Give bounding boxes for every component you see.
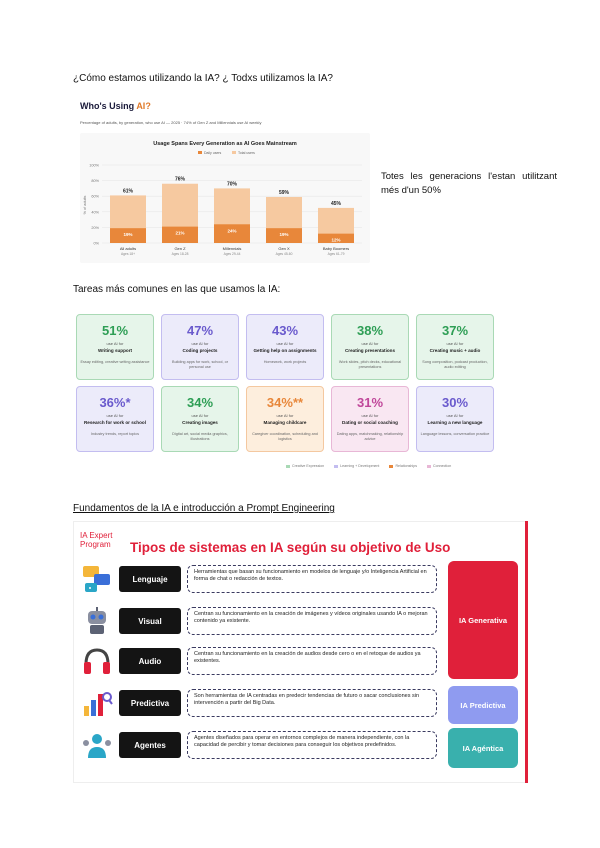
chat-bubbles-icon: [80, 562, 114, 596]
task-percentage: 43%: [271, 323, 299, 338]
data-label-total: 45%: [330, 200, 342, 207]
type-label-1: Lenguaje: [119, 566, 181, 592]
group-1: IA Generativa: [448, 561, 518, 679]
legend-swatch: [232, 151, 236, 154]
robot-icon: [80, 604, 114, 638]
chart-subtitle: Percentage of adults, by generation, who use AI — 2025 · 74% of Gen Z and Millennials use AI weekly: [80, 120, 262, 125]
chart-panel: [80, 133, 370, 263]
task-card: [416, 386, 494, 452]
task-percentage: 34%**: [266, 395, 304, 410]
data-label-daily: 12%: [331, 237, 341, 243]
task-description: Language lessons, conversation practice: [420, 432, 490, 436]
data-label-total: 70%: [226, 181, 238, 188]
task-percentage: 38%: [356, 323, 384, 338]
task-card: [331, 386, 409, 452]
task-use-label: use AI for: [276, 413, 294, 418]
x-tick-label: Baby Boomers: [322, 246, 350, 251]
task-use-label: use AI for: [446, 413, 464, 418]
task-title: Dating or social coaching: [342, 420, 398, 425]
x-tick-sublabel: Ages 45-60: [275, 252, 293, 256]
task-percentage: 47%: [186, 323, 214, 338]
task-use-label: use AI for: [191, 341, 209, 346]
ia-expert-logo: [80, 531, 112, 549]
analytics-icon: [80, 686, 114, 720]
slide-title: Tipos de sistemas en IA según su objetivo de Uso: [130, 540, 451, 555]
x-tick-label: Gen X: [278, 246, 290, 251]
x-tick-label: Millennials: [222, 246, 242, 251]
tasks-grid: [76, 314, 500, 458]
agents-icon: [80, 728, 114, 762]
task-title: Research for work or school: [83, 420, 147, 425]
x-tick-sublabel: Ages 18+: [120, 252, 136, 256]
task-use-label: use AI for: [361, 413, 379, 418]
legend-entry: Connection: [427, 464, 451, 468]
y-axis-label: % of adults: [83, 195, 87, 215]
task-card: [161, 314, 239, 380]
type-description-4: Son herramientas de IA centradas en predecir tendencias de futuro o sacar conclusiones sin intervención a partir del Big Data.: [187, 689, 437, 717]
chart-header: [80, 101, 151, 111]
task-use-label: use AI for: [446, 341, 464, 346]
task-percentage: 51%: [101, 323, 129, 338]
legend-swatch: [389, 465, 393, 468]
task-title: Creating images: [182, 420, 218, 425]
legend-entry: Relationships: [389, 464, 417, 468]
task-description: Work slides, pitch decks, educational presentations: [338, 360, 402, 369]
x-tick-label: All adults: [119, 246, 137, 251]
slide-accent-bar: [525, 521, 528, 783]
chart-title: Usage Spans Every Generation as AI Goes Mainstream: [153, 141, 297, 147]
legend-swatch: [198, 151, 202, 154]
task-title: Coding projects: [182, 348, 218, 353]
generation-bar-chart: [80, 133, 370, 263]
legend-label: Daily users: [204, 151, 222, 155]
task-use-label: use AI for: [276, 341, 294, 346]
question-ai-usage: ¿Cómo estamos utilizando la IA? ¿ Todxs utilizamos la IA?: [73, 73, 333, 84]
task-card: [76, 314, 154, 380]
chart-note: Totes les generacions l'estan utilitzant més d'un 50%: [381, 171, 557, 196]
task-percentage: 30%: [441, 395, 469, 410]
y-tick-label: 20%: [91, 225, 99, 230]
task-use-label: use AI for: [361, 341, 379, 346]
task-title: Managing childcare: [263, 420, 307, 425]
data-label-daily: 19%: [123, 232, 133, 238]
headphones-icon: [80, 644, 114, 678]
task-title: Creating music + audio: [429, 348, 481, 353]
data-label-daily: 21%: [175, 230, 185, 236]
task-card: [246, 386, 324, 452]
data-label-total: 59%: [278, 189, 290, 196]
type-description-1: Herramientas que basan su funcionamiento en modelos de lenguaje y/o Inteligencia Artificial en forma de chat o redacción de textos.: [187, 565, 437, 593]
task-description: Song composition, podcast production, audio editing: [422, 360, 488, 369]
task-title: Writing support: [97, 348, 133, 353]
task-card: [331, 314, 409, 380]
y-tick-label: 40%: [91, 210, 99, 215]
task-description: Dating apps, matchmaking, relationship advice: [336, 432, 404, 441]
x-tick-sublabel: Ages 29-44: [223, 252, 241, 256]
y-tick-label: 60%: [91, 194, 99, 199]
logo-line-1: IA Expert: [80, 531, 113, 540]
task-percentage: 36%*: [99, 395, 131, 410]
task-percentage: 34%: [186, 395, 214, 410]
task-description: Caregiver coordination, scheduling and logistics: [252, 432, 318, 441]
legend-swatch: [334, 465, 338, 468]
legend-entry: Learning + Development: [334, 464, 379, 468]
question-common-tasks: Tareas más comunes en las que usamos la IA:: [73, 284, 281, 295]
x-tick-sublabel: Ages 18-28: [171, 252, 189, 256]
data-label-total: 76%: [174, 176, 186, 183]
type-label-4: Predictiva: [119, 690, 181, 716]
task-description: Building apps for work, school, or personal use: [172, 360, 228, 369]
type-description-2: Centran su funcionamiento en la creación de imágenes y vídeos originales usando IA o mejoran contenido ya existente.: [187, 607, 437, 635]
task-description: Digital art, social media graphics, illustrations: [172, 432, 228, 441]
data-label-total: 61%: [122, 188, 134, 195]
data-label-daily: 19%: [279, 232, 289, 238]
type-label-2: Visual: [119, 608, 181, 634]
task-card: [246, 314, 324, 380]
legend-swatch: [427, 465, 431, 468]
type-label-5: Agentes: [119, 732, 181, 758]
task-card: [416, 314, 494, 380]
task-title: Creating presentations: [344, 348, 396, 353]
data-label-daily: 24%: [227, 228, 237, 234]
task-use-label: use AI for: [106, 341, 124, 346]
bar-daily: [214, 224, 250, 243]
type-label-3: Audio: [119, 648, 181, 674]
task-use-label: use AI for: [106, 413, 124, 418]
y-tick-label: 0%: [93, 241, 99, 246]
task-title: Getting help on assignments: [253, 348, 317, 353]
task-card: [161, 386, 239, 452]
task-title: Learning a new language: [427, 420, 483, 425]
chart-header-accent: AI?: [136, 101, 151, 111]
legend-entry: Creative Expression: [286, 464, 324, 468]
group-3: IA Agéntica: [448, 728, 518, 768]
logo-line-2: Program: [80, 540, 111, 549]
x-tick-sublabel: Ages 61-79: [327, 252, 345, 256]
group-2: IA Predictiva: [448, 686, 518, 724]
task-description: Industry trends, report topics: [90, 432, 140, 436]
x-tick-label: Gen Z: [174, 246, 186, 251]
legend-label: Total users: [238, 151, 255, 155]
task-description: Essay editing, creative writing assistance: [80, 360, 150, 364]
task-percentage: 37%: [441, 323, 469, 338]
y-tick-label: 100%: [89, 163, 99, 168]
task-percentage: 31%: [356, 395, 384, 410]
y-tick-label: 80%: [91, 179, 99, 184]
section-heading-fundamentals: Fundamentos de la IA e introducción a Prompt Engineering: [73, 503, 335, 514]
task-card: [76, 386, 154, 452]
task-description: Homework, work projects: [263, 360, 307, 364]
legend-swatch: [286, 465, 290, 468]
type-description-3: Centran su funcionamiento en la creación de audios desde cero o en el retoque de audios ya existentes.: [187, 647, 437, 675]
type-description-5: Agentes diseñados para operar en entornos complejos de manera independiente, con la capacidad de percibir y tomar decisiones para conseguir los objetivos predefinidos.: [187, 731, 437, 759]
tasks-legend: [286, 464, 498, 468]
task-use-label: use AI for: [191, 413, 209, 418]
chart-header-main: Who's Using: [80, 101, 137, 111]
